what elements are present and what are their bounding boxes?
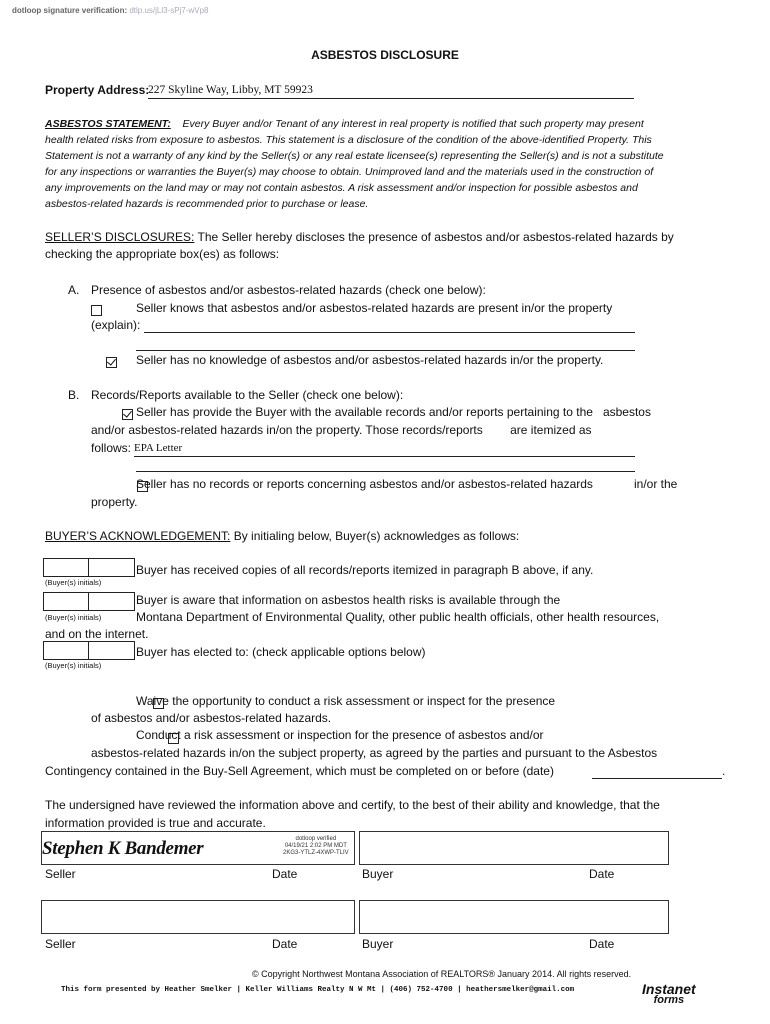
buyer-ack-label: BUYER’S ACKNOWLEDGEMENT:: [45, 529, 231, 543]
logo-text-2: forms: [653, 994, 685, 1006]
property-address-row: [45, 82, 149, 99]
explain-field-line-1[interactable]: [144, 316, 635, 333]
waive-line-1: Waive the opportunity to conduct a risk assessment or inspect for the presence: [136, 694, 556, 708]
buyer1-date-label: Date: [589, 867, 615, 881]
records-itemized-field[interactable]: EPA Letter: [134, 440, 635, 457]
completion-date-field[interactable]: [592, 763, 722, 779]
option-no-records-text: Seller has no records or reports concerning asbestos and/or asbestos-related hazards: [136, 477, 593, 491]
waive-line-2: of asbestos and/or asbestos-related hazards.: [91, 711, 332, 725]
verification-label: dotloop signature verification:: [12, 6, 128, 15]
records-itemized-field-line-2[interactable]: [136, 457, 635, 472]
option-records-provided-text-b: asbestos: [602, 405, 651, 419]
statement-line-4: for any inspections or warranties the Buyer(s) may choose to obtain. Unimproved land and the materials used in the construction of: [45, 166, 654, 178]
option-no-records: [136, 476, 593, 493]
logo-text-1: Instanet: [642, 981, 696, 997]
conduct-line-2: asbestos-related hazards in/on the subject property, as agreed by the parties and pursuant to the Asbestos: [91, 746, 658, 760]
buyer2-label: Buyer: [362, 937, 394, 951]
presented-by: This form presented by Heather Smelker | Keller Williams Realty N W Mt | (406) 752-4700 | heathersmelker@gmail.com: [61, 986, 575, 994]
ack-item-2-line-3: and on the internet.: [45, 627, 149, 641]
option-records-provided-text: Seller has provide the Buyer with the available records and/or reports pertaining to the: [136, 405, 593, 419]
option-seller-knows: Seller knows that asbestos and/or asbestos-related hazards are present in/or the property: [136, 301, 613, 315]
conduct-line-1: Conduct a risk assessment or inspection for the presence of asbestos and/or: [136, 728, 544, 742]
buyer2-signature-box[interactable]: [359, 900, 669, 934]
section-b-marker: B.: [68, 388, 80, 402]
buyer1-initials-box-3[interactable]: [43, 641, 89, 660]
dotloop-verification: [12, 6, 209, 15]
seller2-signature-box[interactable]: [41, 900, 355, 934]
checkbox-seller-knows[interactable]: [91, 305, 102, 316]
buyer-ack-intro-text: By initialing below, Buyer(s) acknowledges as follows:: [233, 529, 520, 543]
ack-item-1: Buyer has received copies of all records/reports itemized in paragraph B above, if any.: [136, 563, 594, 577]
buyer1-signature-box[interactable]: [359, 831, 669, 865]
verified-line-1: dotloop verified: [295, 836, 337, 842]
seller1-signature-box[interactable]: [41, 831, 355, 865]
document-title: ASBESTOS DISCLOSURE: [311, 48, 459, 62]
conduct-line-3: Contingency contained in the Buy-Sell Agreement, which must be completed on or before (date): [45, 764, 554, 778]
seller-disclosures-line-2: checking the appropriate box(es) as follows:: [45, 247, 280, 261]
verification-link[interactable]: dtlp.us/jLl3-sPj7-wVp8: [129, 6, 209, 15]
ack-item-3: Buyer has elected to: (check applicable options below): [136, 645, 426, 659]
checkbox-records-provided[interactable]: [122, 409, 133, 420]
option-records-provided-line-2b: are itemized as: [510, 423, 592, 437]
section-a-marker: A.: [68, 283, 80, 297]
buyer2-date-label: Date: [589, 937, 615, 951]
statement-line-3: Statement is not a warranty of any kind by the Seller(s) or any real estate licensee(s) representing the Seller(s) and is not a substitute: [45, 150, 664, 162]
initials-label-1: (Buyer(s) initials): [45, 578, 102, 587]
asbestos-statement-label: ASBESTOS STATEMENT:: [45, 118, 171, 130]
certify-line-2: information provided is true and accurate.: [45, 816, 266, 830]
conduct-end: .: [722, 764, 726, 778]
seller2-label: Seller: [45, 937, 76, 951]
ack-item-2-line-2: Montana Department of Environmental Quality, other public health officials, other health resources,: [136, 610, 660, 624]
option-seller-no-knowledge: Seller has no knowledge of asbestos and/or asbestos-related hazards in/or the property.: [136, 353, 604, 367]
dotloop-verified-stamp: [283, 836, 349, 857]
verified-line-2: 04/19/21 2:02 PM MDT: [284, 843, 347, 849]
follows-label: follows:: [91, 441, 132, 455]
buyer1-initials-box-2[interactable]: [43, 592, 89, 611]
buyer2-initials-box-3[interactable]: [88, 641, 135, 660]
initials-label-3: (Buyer(s) initials): [45, 661, 102, 670]
seller-disclosures-line-1: The Seller hereby discloses the presence of asbestos and/or asbestos-related hazards by: [197, 230, 674, 244]
section-b-heading: Records/Reports available to the Seller (check one below):: [91, 388, 404, 402]
seller2-date-label: Date: [272, 937, 298, 951]
copyright: © Copyright Northwest Montana Association of REALTORS® January 2014. All rights reserved.: [252, 969, 632, 979]
option-no-records-line-2: property.: [91, 495, 138, 509]
verified-line-3: 2KG3-YTLZ-4XWP-TLIV: [283, 850, 349, 856]
option-records-provided-line-2a: and/or asbestos-related hazards in/on the property. Those records/reports: [91, 423, 483, 437]
buyer-ack-intro: [45, 528, 519, 545]
statement-line-6: asbestos-related hazards is recommended prior to purchase or lease.: [45, 198, 369, 210]
option-records-provided-line-2: [91, 422, 592, 439]
checkbox-seller-no-knowledge[interactable]: [106, 357, 117, 368]
statement-line-5: any improvements on the land may or may not contain asbestos. A risk assessment and/or inspection for possible asbestos and: [45, 182, 638, 194]
seller-disclosures-intro: [45, 229, 674, 246]
option-no-records-text-b: in/or the: [634, 477, 678, 491]
seller-disclosures-label: SELLER’S DISCLOSURES:: [45, 230, 195, 244]
buyer2-initials-box-2[interactable]: [88, 592, 135, 611]
buyer1-initials-box-1[interactable]: [43, 558, 89, 577]
explain-label: (explain):: [91, 318, 141, 332]
statement-line-1: Every Buyer and/or Tenant of any interest in real property is notified that such property may present: [182, 118, 644, 130]
statement-line-2: health related risks from exposure to asbestos. This statement is a disclosure of the condition of the above-identified Property. This: [45, 134, 652, 146]
explain-field-line-2[interactable]: [136, 334, 635, 351]
section-a-heading: Presence of asbestos and/or asbestos-related hazards (check one below):: [91, 283, 486, 297]
buyer2-initials-box-1[interactable]: [88, 558, 135, 577]
ack-item-2-line-1: Buyer is aware that information on asbestos health risks is available through the: [136, 593, 561, 607]
seller1-date-label: Date: [272, 867, 298, 881]
property-address-label: Property Address:: [45, 83, 150, 97]
asbestos-statement: [45, 116, 735, 212]
property-address-field[interactable]: 227 Skyline Way, Libby, MT 59923: [148, 82, 634, 99]
seller1-signature: Stephen K Bandemer: [42, 838, 204, 859]
instanet-forms-logo: [642, 981, 696, 1006]
seller1-label: Seller: [45, 867, 76, 881]
certify-line-1: The undersigned have reviewed the information above and certify, to the best of their ability and knowledge, that the: [45, 798, 660, 812]
initials-label-2: (Buyer(s) initials): [45, 613, 102, 622]
buyer1-label: Buyer: [362, 867, 394, 881]
option-records-provided: [136, 404, 651, 421]
